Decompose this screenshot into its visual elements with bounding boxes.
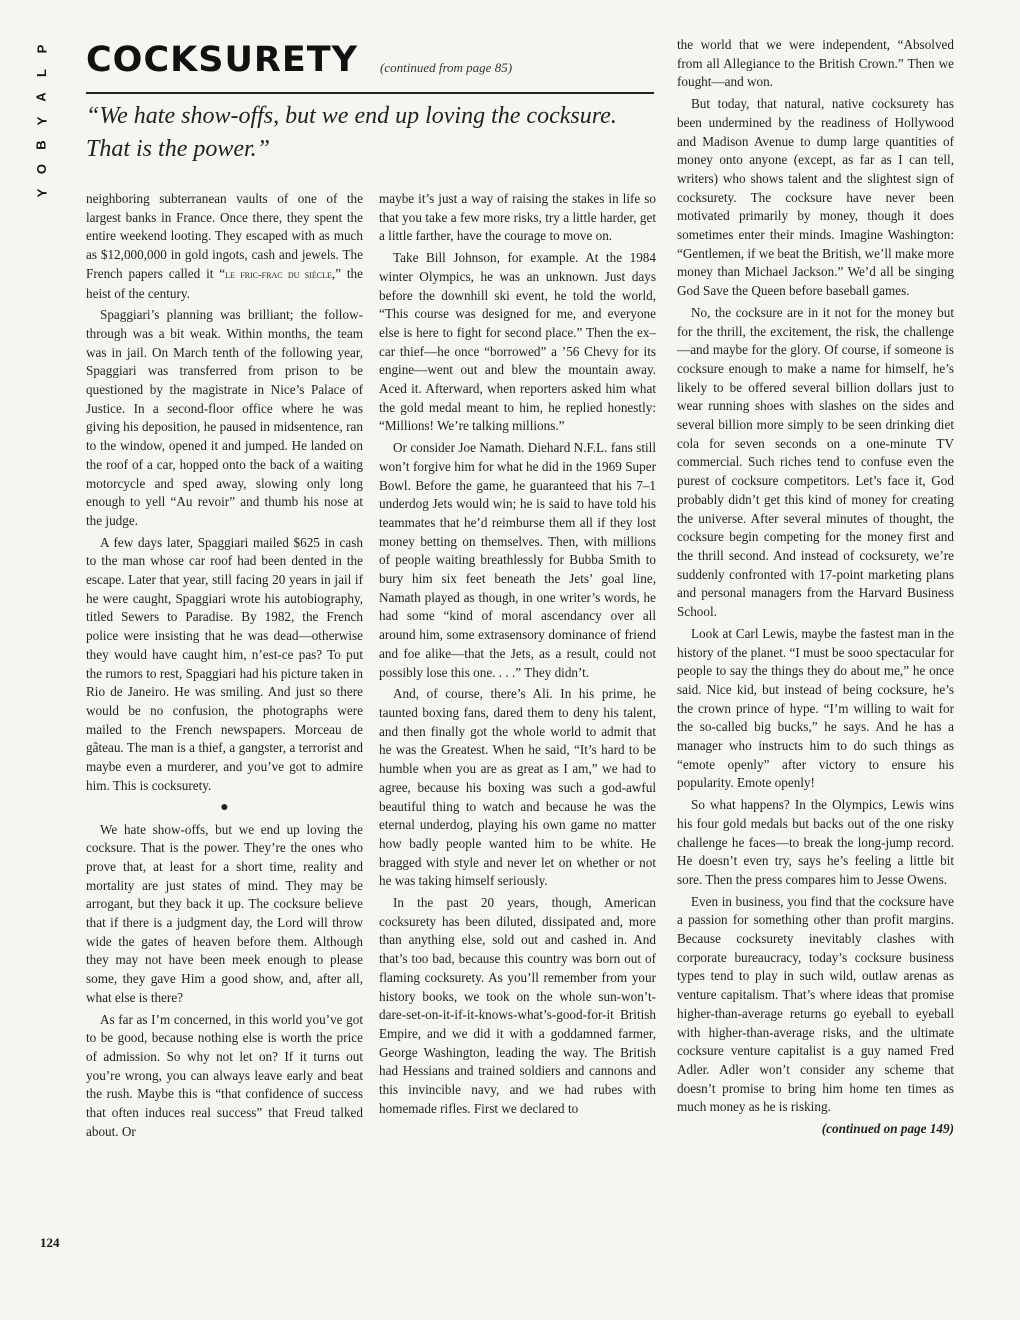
paragraph: Spaggiari’s planning was brilliant; the follow-through was a bit weak. Within months, the team was in jail. On March tenth of the following year, Spaggiari was transferred from prison to be questioned by the magistrate in Nice’s Palace of Justice. In a second-floor office where he was giving his deposition, he paused in midsentence, ran to the window, opened it and jumped. He landed on the roof of a car, hopped onto the back of a waiting motorcycle and sped away, slowing only long enough to yell “Au revoir” and thumb his nose at the judge. xyxy=(86,307,363,528)
paragraph: Look at Carl Lewis, maybe the fastest man in the history of the planet. “I must be sooo spectacular for people to say the things they do about me,” he once said. Nice kid, but instead of being cocksure, he’s the crown prince of hype. “I’m willing to wait for the so-called big bucks,” he says. And he has a manager who instructs him to do such things as “emote openly” after victory to ensure his popularity. Emote openly! xyxy=(677,625,954,791)
paragraph: Or consider Joe Namath. Diehard N.F.L. fans still won’t forgive him for what he did in the 1969 Super Bowl. Before the game, he guaranteed that his 7–1 underdog Jets would win; he is said to have told his teammates that he’d reimburse them all if they lost money betting on themselves. Then, with millions of people waiting breathlessly for Bubba Smith to bury him six feet beneath the Jets’ goal line, Namath played as though, in one writer’s words, he had some “kind of moral ascendancy over all around him, some extrasensory dominance of friend and foe alike—that the Jets, as a result, could not possibly lose this one. . . .” They didn’t. xyxy=(379,440,656,680)
paragraph xyxy=(86,190,363,303)
runner-letter: B xyxy=(33,140,49,150)
magazine-runner xyxy=(28,40,56,202)
page-number: 124 xyxy=(40,1235,60,1250)
column-1 xyxy=(86,190,363,1144)
article-headline: COCKSURETY xyxy=(86,40,358,80)
headline-rule xyxy=(86,92,654,94)
paragraph: maybe it’s just a way of raising the stakes in life so that you take a few more risks, try a little harder, get a little farther, have the courage to move on. xyxy=(379,191,656,244)
runner-letter: A xyxy=(33,92,49,102)
paragraph-text: ,” the heist of the century. xyxy=(86,265,363,301)
column-2 xyxy=(379,190,656,1121)
paragraph: No, the cocksure are in it not for the money but for the thrill, the excitement, the risk, the challenge—and maybe for the glory. Of course, if someone is cocksure enough to make a name for himself, he’s likely to be offered several billion dollars just to wear running shoes with slashes on the sides and several billion more simply to be seen drinking diet cola for seven seconds on a one-minute TV commercial. Such riches tend to confuse even the purest of cocksure competitors. Let’s face it, God probably didn’t get this kind of money for creating the universe. After several minutes of thought, the cocksure begin competing for the money first and the thrill second. And instead of cocksurety, we’re suddenly confronted with 17-point marketing plans and personal managers from the Harvard Business School. xyxy=(677,304,954,620)
section-bullet: ● xyxy=(220,799,229,815)
runner-letter: O xyxy=(34,163,49,175)
paragraph: Even in business, you find that the cocksure have a passion for something other than profit margins. Because cocksurety inevitably clashes with corporate bureaucracy, today’s cocksure business types tend to play in such wild, outlaw arenas as venture capitalism. That’s where ideas that promise higher-than-average returns go eyeball to eyeball with higher-than-average risks, and the ultimate cocksure venture capitalist is a guy named Fred Adler. Adler won’t consider any scheme that doesn’t promise to bring him home ten times as much money as he is risking. xyxy=(677,893,954,1115)
paragraph: A few days later, Spaggiari mailed $625 in cash to the man whose car roof had been dented in the escape. Later that year, still facing 20 years in jail if he were caught, Spaggiari wrote his autobiography, titled Sewers to Paradise. By 1982, the French police were insisting that he was dead—otherwise they would have caught him, n’est-ce pas? To put the rumors to rest, Spaggiari had his picture taken in Rio de Janeiro. He was smiling. And just so there would be no confusion, the photographs were mailed to the French newspapers. Morceau de gâteau. The man is a thief, a gangster, a terrorist and maybe even a murderer, and you’ve got to admire him. This is cocksurety. xyxy=(86,534,363,793)
paragraph-text: neighboring subterranean vaults of one of the largest banks in France. Once there, they spent the entire weekend looting. They escaped with as much as $12,000,000 in gold ingots, cash and jewels. The French papers called it “ xyxy=(86,191,363,281)
runner-letter: Y xyxy=(33,116,49,126)
column-3 xyxy=(677,36,954,1139)
paragraph: And, of course, there’s Ali. In his prime, he taunted boxing fans, dared them to deny his talent, and then finally got the whole world to admit that he was the Greatest. When he said, “It’s hard to be humble when you are as great as I am,” we had to agree, because his boxing was such a god-awful beautiful thing to watch and because he was the eternal underdog, playing his own game no matter how badly people wanted him to be white. He bragged with style and never let on whether or not he was taking himself seriously. xyxy=(379,686,656,889)
runner-letter: L xyxy=(33,69,49,77)
small-caps-phrase: le fric-frac du siècle xyxy=(225,268,332,281)
continued-on-note: (continued on page 149) xyxy=(821,1121,954,1137)
paragraph: Take Bill Johnson, for example. At the 1984 winter Olympics, he was an unknown. Just days before the downhill ski event, he told the world, “This course was designed for me, and everyone else is here to fight for second place.” Then the ex–car thief—he once “borrowed” a ’56 Chevy for its engine—went out and blew the mountain away. Aced it. Afterward, when reporters asked him what the gold medal meant to him, he replied honestly: “Millions! We’re talking millions.” xyxy=(379,250,656,434)
paragraph: We hate show-offs, but we end up loving the cocksure. That is the power. They’re the ones who prove that, at least for a short time, reality and mortality are just states of mind. They may be arrogant, but they back it up. The cocksure believe that if there is a judgment day, the Lord will throw wide the gates of heaven before them. Although they may not have been meek enough to please some, they gave Him a good show, and, after all, what else is there? xyxy=(86,821,363,1005)
paragraph: the world that we were independent, “Absolved from all Allegiance to the British Crown.” Then we fought—and won. xyxy=(677,37,954,90)
paragraph: So what happens? In the Olympics, Lewis wins his four gold medals but backs out of the one risky challenge he faces—to break the long-jump record. He doesn’t even try, says he’s feeling a little bit sore. Then the press compares him to Jesse Owens. xyxy=(677,797,954,887)
paragraph: As far as I’m concerned, in this world you’ve got to be good, because nothing else is worth the price of admission. So why not let on? If it turns out you’re wrong, you can always leave early and beat the rush. Maybe this is “that confidence of success that often induces real success” that Freud talked about. Or xyxy=(86,1011,363,1139)
runner-letter: Y xyxy=(33,188,49,198)
paragraph: But today, that natural, native cocksurety has been undermined by the readiness of Hollywood and Madison Avenue to dump large quantities of money onto anyone (except, as far as I can tell, writers) who shows talent and the slightest sign of cocksurety. The cocksure have never been motivated primarily by money, though it does sometimes enter their minds. Imagine Washington: “Gentlemen, if we beat the British, we’ll make more money than Michael Jackson.” We’d all be singing God Save the Queen before baseball games. xyxy=(677,96,954,299)
pull-quote: “We hate show-offs, but we end up loving the cocksure. That is the power.” xyxy=(86,103,617,162)
continued-from-note: (continued from page 85) xyxy=(380,60,513,75)
runner-letter: P xyxy=(33,44,49,54)
paragraph: In the past 20 years, though, American cocksurety has been diluted, dissipated and, more than anything else, sold out and cashed in. And that’s too bad, because this country was born out of flaming cocksurety. As you’ll remember from your history books, we took on the whole sun-won’t-dare-set-on-it-if-it-knows-what’s-good-for-it British Empire, and we did it with a goddamned farmer, George Washington, leading the way. The British had Hessians and trained soldiers and cannons and this invincible navy, and we had rubes with homemade rifles. First we declared to xyxy=(379,895,656,1116)
